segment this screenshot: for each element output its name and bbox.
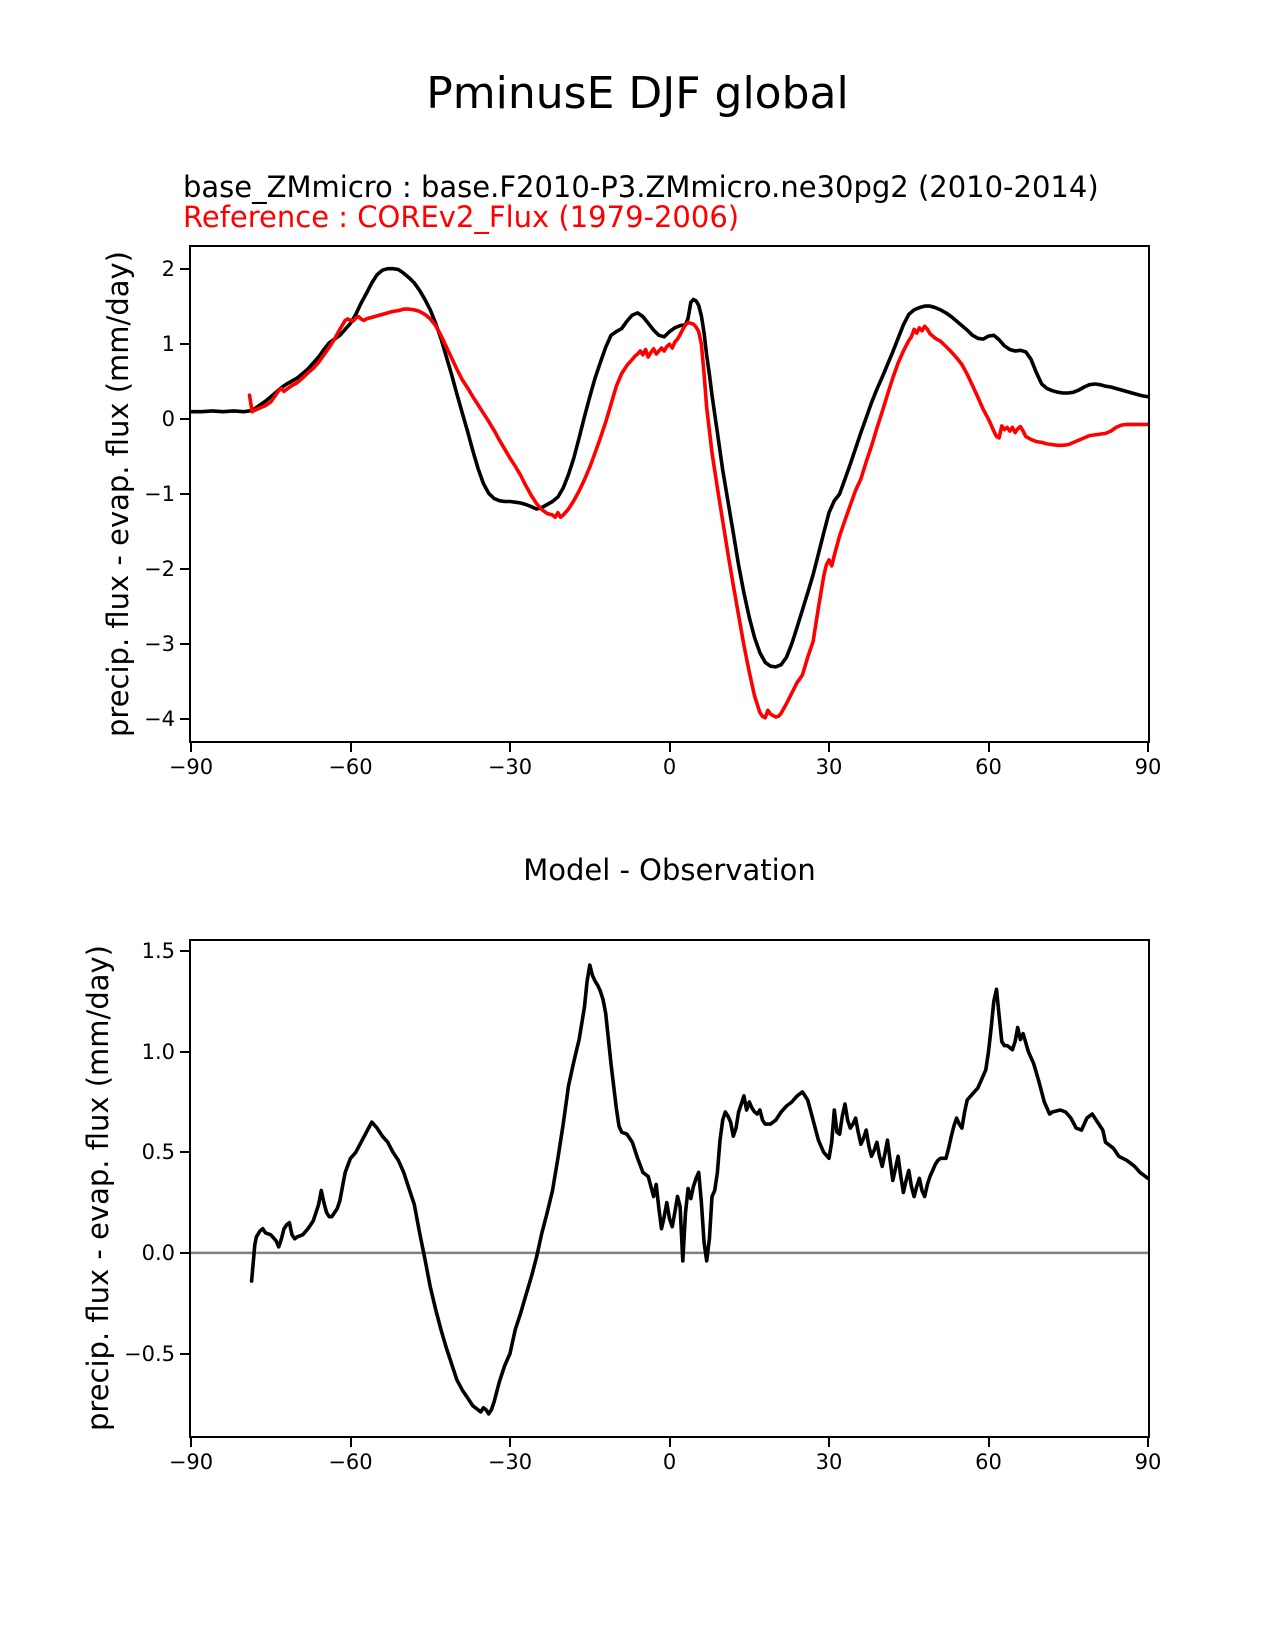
y-tick-mark	[180, 568, 189, 570]
x-tick-label: 30	[815, 1450, 843, 1474]
x-tick-label: 90	[1134, 755, 1162, 779]
series-line-1-0	[252, 965, 1148, 1414]
x-tick-label: −30	[487, 1450, 533, 1474]
y-tick-label: 1	[161, 332, 175, 357]
y-tick-label: −4	[144, 706, 175, 731]
y-tick-label: 1.0	[141, 1039, 175, 1064]
legend-reference-label: Reference : COREv2_Flux (1979-2006)	[183, 200, 740, 234]
y-tick-label: −0.5	[124, 1341, 175, 1366]
y-tick-mark	[180, 1353, 189, 1355]
top-chart-plot-area	[189, 245, 1150, 743]
x-tick-mark	[1147, 743, 1149, 752]
y-tick-label: 0.5	[141, 1140, 175, 1165]
x-tick-mark	[509, 1438, 511, 1447]
x-tick-label: 30	[815, 755, 843, 779]
x-tick-label: −90	[168, 1450, 214, 1474]
y-tick-label: −1	[144, 482, 175, 506]
x-tick-label: −60	[328, 1450, 373, 1474]
x-tick-mark	[669, 1438, 671, 1447]
x-tick-label: 0	[662, 755, 677, 779]
y-tick-mark	[180, 643, 189, 645]
y-tick-mark	[180, 1252, 189, 1254]
y-tick-mark	[180, 950, 189, 952]
x-tick-mark	[190, 1438, 192, 1447]
y-tick-mark	[180, 1051, 189, 1053]
figure-title: PminusE DJF global	[426, 68, 849, 119]
top-chart-lines	[191, 247, 1148, 741]
x-tick-label: 90	[1134, 1450, 1162, 1474]
top-chart-y-axis-label: precip. flux - evap. flux (mm/day)	[101, 251, 135, 737]
x-tick-mark	[828, 1438, 830, 1447]
x-tick-label: 60	[975, 1450, 1002, 1474]
y-tick-label: 2	[161, 257, 175, 282]
y-tick-mark	[180, 343, 189, 345]
y-tick-mark	[180, 418, 189, 420]
x-tick-mark	[190, 743, 192, 752]
bottom-chart-plot-area	[189, 939, 1150, 1438]
y-tick-mark	[180, 493, 189, 495]
series-line-0-1	[250, 309, 1149, 718]
y-tick-mark	[180, 718, 189, 720]
x-tick-label: 0	[662, 1450, 677, 1474]
y-tick-mark	[180, 1151, 189, 1153]
x-tick-mark	[828, 743, 830, 752]
y-tick-label: 0	[161, 407, 175, 432]
y-tick-label: 0.0	[141, 1240, 175, 1265]
x-tick-label: −60	[328, 755, 373, 779]
bottom-chart-lines	[191, 941, 1148, 1436]
x-tick-mark	[350, 743, 352, 752]
y-tick-label: −3	[144, 631, 175, 656]
y-tick-label: −2	[144, 556, 175, 581]
bottom-chart-y-axis-label: precip. flux - evap. flux (mm/day)	[81, 945, 115, 1431]
x-tick-mark	[988, 743, 990, 752]
series-line-0-0	[191, 269, 1148, 667]
legend-model-label: base_ZMmicro : base.F2010-P3.ZMmicro.ne30pg2 (2010-2014)	[183, 170, 1099, 204]
x-tick-mark	[669, 743, 671, 752]
y-tick-mark	[180, 268, 189, 270]
x-tick-label: −90	[168, 755, 214, 779]
x-tick-mark	[1147, 1438, 1149, 1447]
x-tick-label: 60	[975, 755, 1002, 779]
x-tick-label: −30	[487, 755, 533, 779]
x-tick-mark	[509, 743, 511, 752]
bottom-chart-title: Model - Observation	[523, 853, 816, 887]
y-tick-label: 1.5	[141, 939, 175, 964]
x-tick-mark	[988, 1438, 990, 1447]
x-tick-mark	[350, 1438, 352, 1447]
